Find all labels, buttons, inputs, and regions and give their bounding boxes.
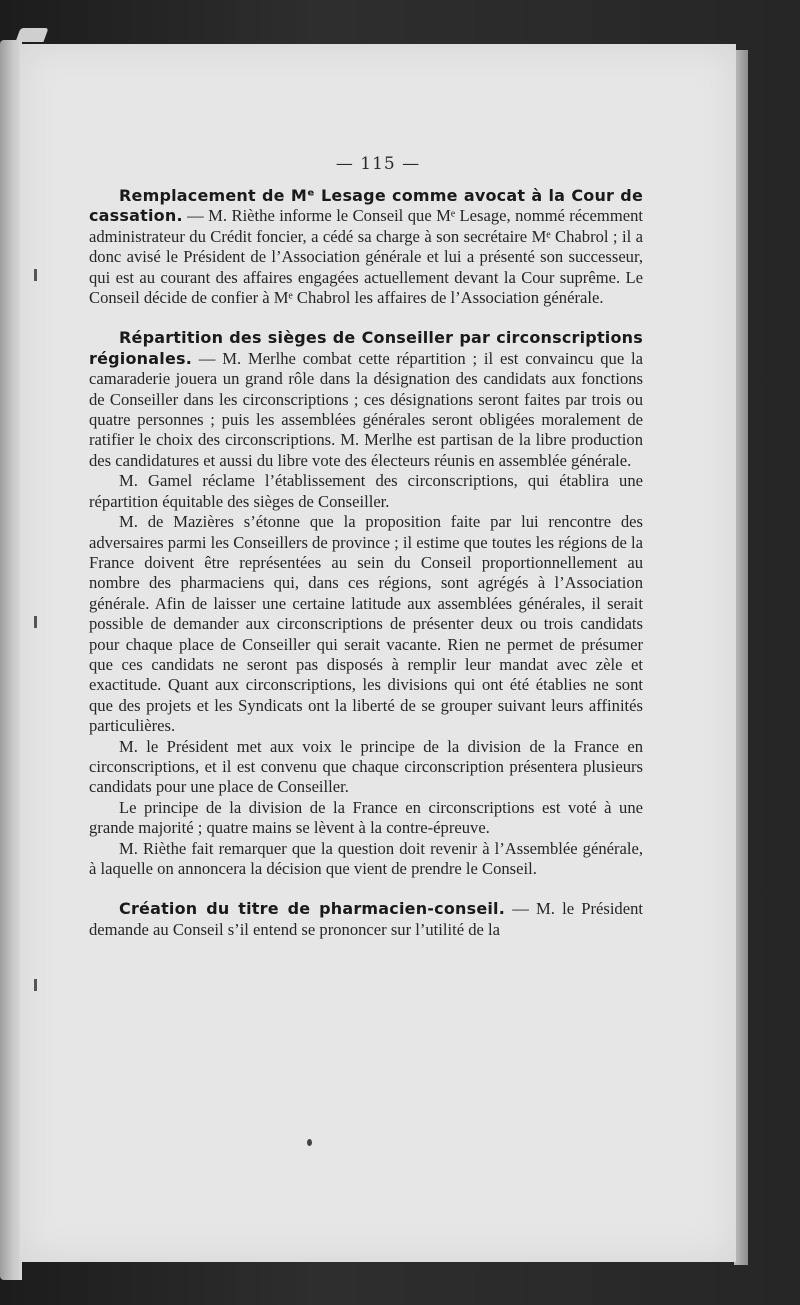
paragraph: M. de Mazières s’étonne que la proposition faite par lui rencontre des adversaires parmi les Conseillers de province ; il estime que toutes les régions de la France doivent être représentées au sein du Conseil proportionnellement au nombre des pharmaciens qui, dans ces régions, sont agrégés à l’Association générale. Afin de laisser une certaine latitude aux assemblées générales, il serait possible de demander aux circonscriptions de présenter deux ou trois candidats pour chaque place de Conseiller qui serait vacante. Rien ne permet de présumer que ces candidats ne seront pas disposés à remplir leur mandat avec zèle et exactitude. Quant aux circonscriptions, les divisions qui ont été établies ne sont que des projets et les Syndicats ont la liberté de se grouper suivant leurs affinités particulières. <box>89 512 643 736</box>
page-number: — 115 — <box>335 154 421 174</box>
book-spine-edge <box>0 40 22 1280</box>
paragraph <box>89 186 643 308</box>
section-remplacement-lesage <box>89 186 643 308</box>
paragraph <box>89 328 643 471</box>
paragraph-text: — M. le Président demande au Conseil s’il entend se prononcer sur l’utilité de la <box>89 899 643 939</box>
paragraph <box>89 899 643 940</box>
paragraph-text: — M. Merlhe combat cette répartition ; il est convaincu que la camaraderie jouera un grand rôle dans la désignation des candidats aux fonctions de Conseiller dans les circonscriptions ; ces désignations seront faites par trois ou quatre personnes ; puis les assemblées générales seront obligées moralement de ratifier le choix des circonscriptions. M. Merlhe est partisan de la libre production des candidatures et aussi du libre vote des électeurs réunis en assemblée générale. <box>89 348 643 470</box>
page-edge-shadow <box>734 50 748 1265</box>
paragraph-text: — M. Rièthe informe le Conseil que Mᵉ Lesage, nommé récemment administrateur du Crédit foncier, a cédé sa charge à son secrétaire Mᵉ Chabrol ; il a donc avisé le Président de l’Association générale et lui a présenté son successeur, qui est au courant des affaires engagées actuellement devant la Cour suprême. Le Conseil décide de confier à Mᵉ Chabrol les affaires de l’Association générale. <box>89 206 643 308</box>
section-heading: Répartition des sièges de Conseiller par circonscriptions régionales. <box>89 328 643 368</box>
ink-dot-mark <box>307 1139 312 1146</box>
paragraph: M. Rièthe fait remarquer que la question doit revenir à l’Assemblée générale, à laquelle on annoncera la décision que vient de prendre le Conseil. <box>89 838 643 878</box>
section-heading: Création du titre de pharmacien-conseil. <box>119 899 506 919</box>
section-pharmacien-conseil <box>89 899 643 940</box>
document-page <box>20 44 736 1262</box>
margin-tick <box>34 979 37 991</box>
paragraph: Le principe de la division de la France en circonscriptions est voté à une grande majorité ; quatre mains se lèvent à la contre-épreuve. <box>89 797 643 838</box>
section-repartition-sieges <box>89 328 643 879</box>
margin-tick <box>34 269 37 281</box>
paragraph: M. le Président met aux voix le principe de la division de la France en circonscriptions, et il est convenu que chaque circonscription présentera plusieurs candidats pour une place de Conseiller. <box>89 736 643 797</box>
paragraph: M. Gamel réclame l’établissement des circonscriptions, qui établira une répartition équitable des sièges de Conseiller. <box>89 471 643 511</box>
section-heading: Remplacement de Mᵉ Lesage comme avocat à la Cour de cassation. <box>89 186 643 226</box>
margin-tick <box>34 616 37 628</box>
body-text <box>89 186 643 940</box>
